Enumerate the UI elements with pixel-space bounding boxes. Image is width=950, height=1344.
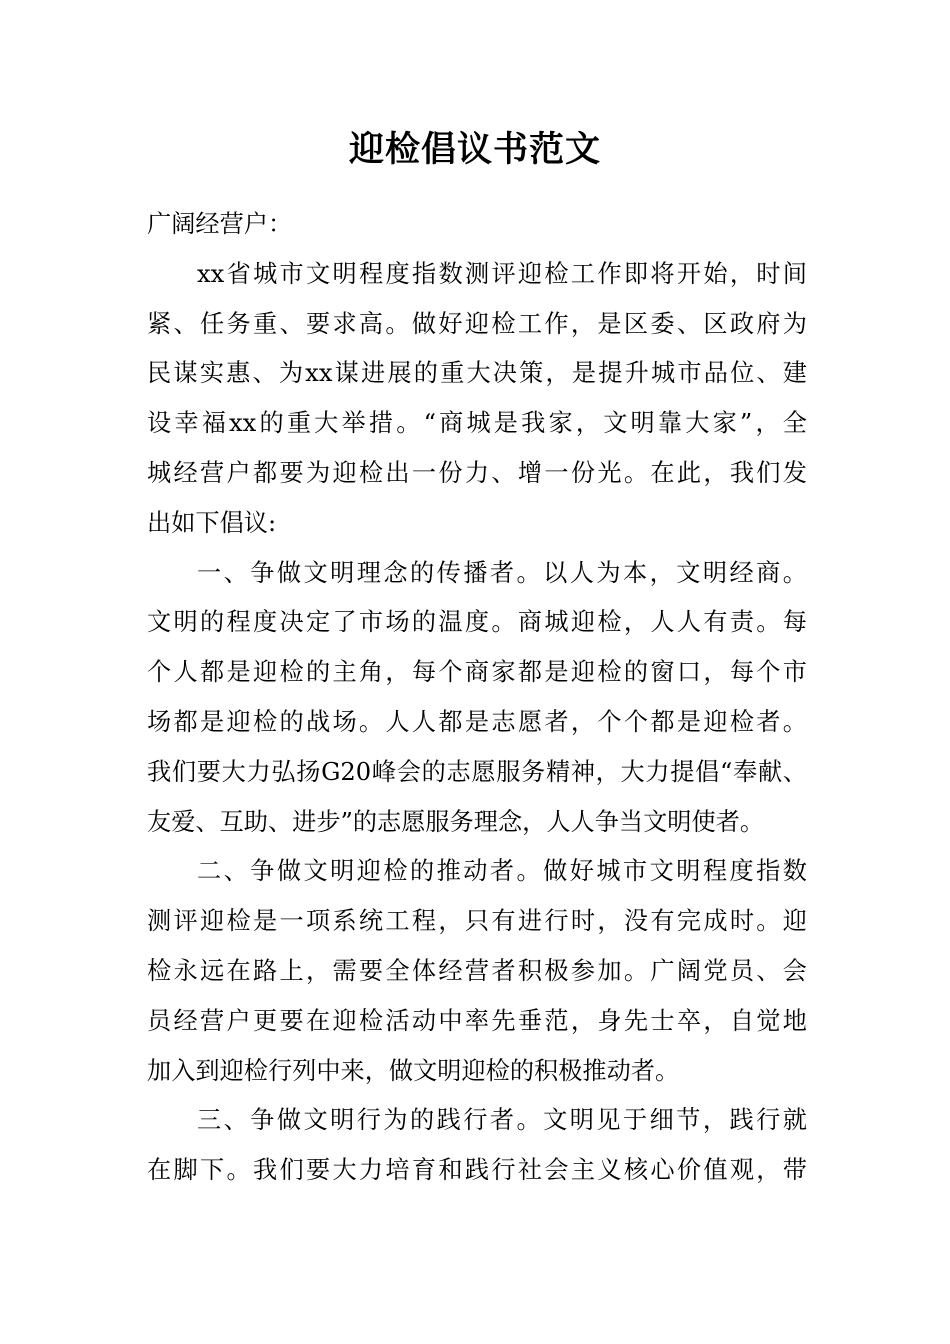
paragraph-2-line-4: 场都是迎检的战场。人人都是志愿者，个个都是迎检者。: [147, 707, 807, 736]
paragraph-4-line-2: 在脚下。我们要大力培育和践行社会主义核心价值观，带: [147, 1156, 807, 1185]
document-body: [147, 200, 807, 1196]
paragraph-2-line-2: 文明的程度决定了市场的温度。商城迎检，人人有责。每: [147, 608, 807, 637]
paragraph-2-line-5: 我们要大力弘扬G20峰会的志愿服务精神，大力提倡“奉献、: [147, 757, 807, 786]
paragraph-3-line-4: 员经营户更要在迎检活动中率先垂范，身先士卒，自觉地: [147, 1006, 807, 1035]
document-title: 迎检倡议书范文: [348, 130, 601, 170]
paragraph-3-line-5: 加入到迎检行列中来，做文明迎检的积极推动者。: [147, 1056, 680, 1085]
paragraph-2-line-3: 个人都是迎检的主角，每个商家都是迎检的窗口，每个市: [147, 658, 807, 687]
paragraph-1-line-4: 设幸福xx的重大举措。“商城是我家，文明靠大家”，全: [147, 409, 807, 438]
paragraph-4-line-1: 三、争做文明行为的践行者。文明见于细节，践行就: [197, 1106, 807, 1135]
paragraph-3-line-1: 二、争做文明迎检的推动者。做好城市文明程度指数: [197, 857, 807, 886]
paragraph-1-line-5: 城经营户都要为迎检出一份力、增一份光。在此，我们发: [147, 458, 807, 487]
salutation: 广阔经营户：: [147, 210, 293, 238]
paragraph-3-line-3: 检永远在路上，需要全体经营者积极参加。广阔党员、会: [147, 956, 807, 985]
paragraph-1-line-2: 紧、任务重、要求高。做好迎检工作，是区委、区政府为: [147, 309, 807, 338]
paragraph-3-line-2: 测评迎检是一项系统工程，只有进行时，没有完成时。迎: [147, 907, 807, 936]
paragraph-2-line-6: 友爱、互助、进步”的志愿服务理念，人人争当文明使者。: [147, 807, 765, 836]
paragraph-1-line-6: 出如下倡议:: [147, 508, 277, 537]
paragraph-2-line-1: 一、争做文明理念的传播者。以人为本，文明经商。: [197, 558, 807, 587]
paragraph-1-line-3: 民谋实惠、为xx谋进展的重大决策，是提升城市品位、建: [147, 359, 807, 388]
paragraph-1-line-1: xx省城市文明程度指数测评迎检工作即将开始，时间: [197, 259, 807, 288]
